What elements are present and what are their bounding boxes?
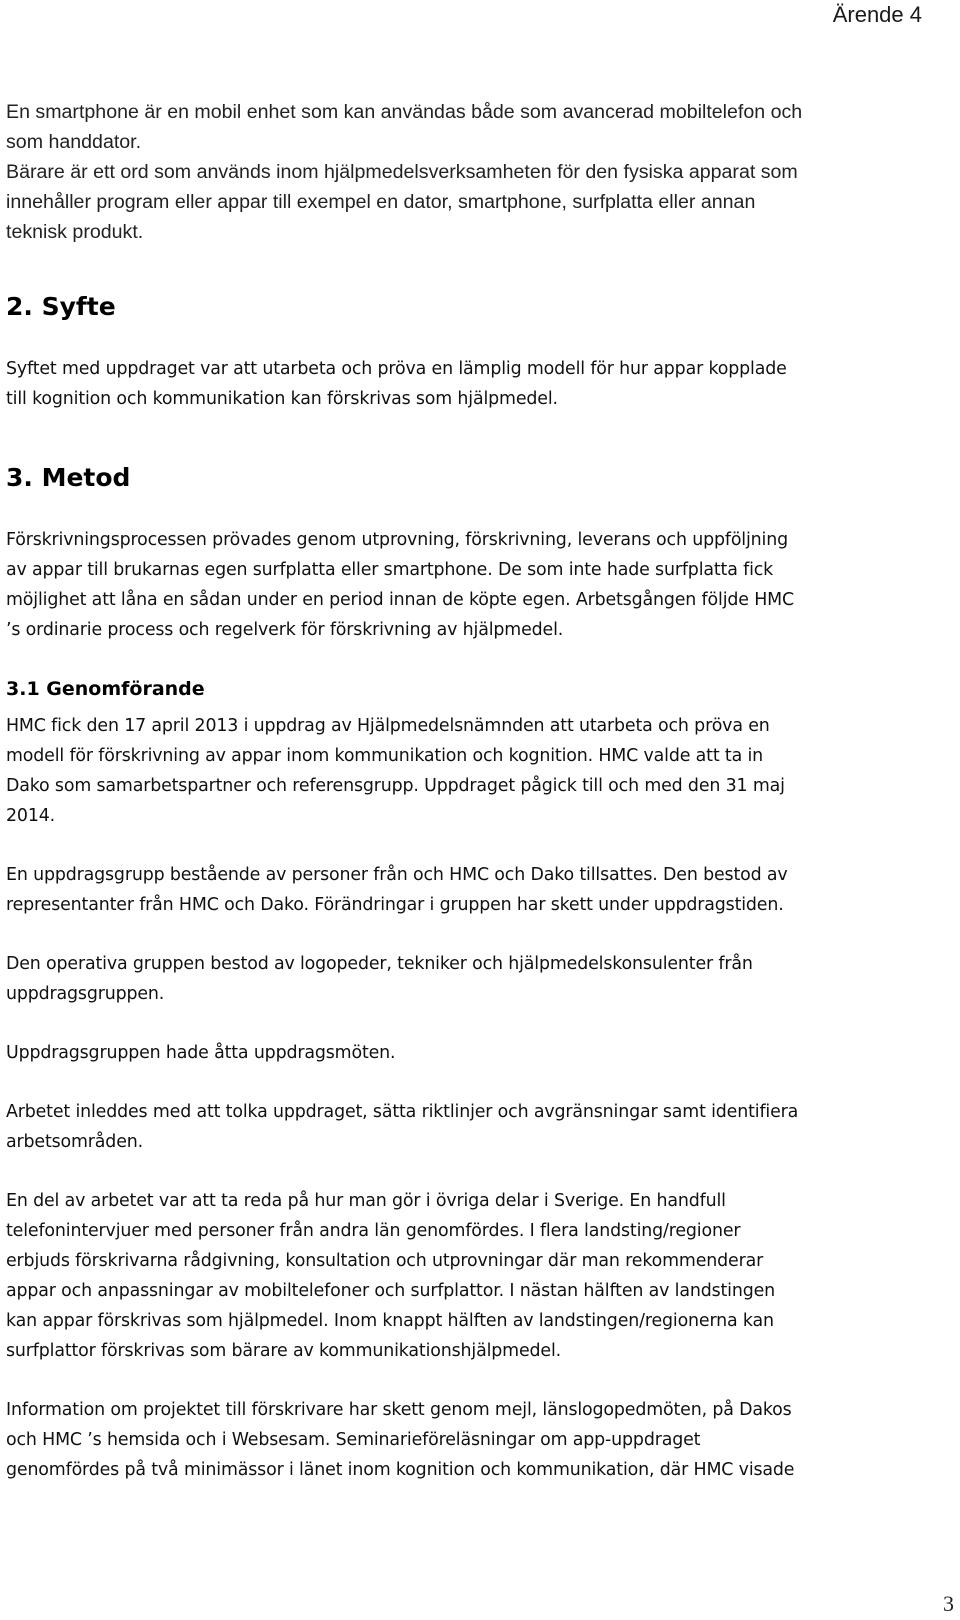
text-line: 2014. (6, 806, 56, 826)
paragraph (6, 1097, 952, 1157)
paragraph (6, 1186, 952, 1366)
document-body (6, 97, 952, 1485)
subsection-heading-genomforande: 3.1 Genomförande (6, 678, 205, 700)
text-line: Den operativa gruppen bestod av logopeder, tekniker och hjälpmedelskonsulenter från (6, 954, 753, 974)
paragraph (6, 860, 952, 920)
text-line: innehåller program eller appar till exempel en dator, smartphone, surfplatta eller annan (6, 191, 756, 213)
page-header-title: Ärende 4 (832, 2, 922, 27)
text-line: Arbetet inleddes med att tolka uppdraget, sätta riktlinjer och avgränsningar samt identifiera (6, 1102, 799, 1122)
section-heading-metod: 3. Metod (6, 463, 131, 492)
text-line: telefonintervjuer med personer från andra län genomfördes. I flera landsting/regioner (6, 1221, 741, 1241)
page-number: 3 (943, 1591, 954, 1616)
intro-paragraph-smartphone (6, 97, 952, 157)
paragraph (6, 1038, 952, 1068)
text-line: ’s ordinarie process och regelverk för förskrivning av hjälpmedel. (6, 620, 564, 640)
text-line: Förskrivningsprocessen prövades genom utprovning, förskrivning, leverans och uppföljning (6, 530, 788, 550)
text-line: arbetsområden. (6, 1132, 143, 1152)
text-line: Syftet med uppdraget var att utarbeta och pröva en lämplig modell för hur appar kopplade (6, 359, 787, 379)
section-heading-syfte: 2. Syfte (6, 292, 116, 321)
text-line: Bärare är ett ord som används inom hjälpmedelsverksamheten för den fysiska apparat som (6, 161, 798, 183)
text-line: till kognition och kommunikation kan förskrivas som hjälpmedel. (6, 389, 558, 409)
text-line: surfplattor förskrivas som bärare av kommunikationshjälpmedel. (6, 1341, 562, 1361)
text-line: som handdator. (6, 131, 142, 153)
paragraph-syfte (6, 354, 952, 414)
text-line: teknisk produkt. (6, 221, 144, 243)
text-line: uppdragsgruppen. (6, 984, 165, 1004)
text-line: representanter från HMC och Dako. Förändringar i gruppen har skett under uppdragstiden. (6, 895, 784, 915)
text-line: En smartphone är en mobil enhet som kan användas både som avancerad mobiltelefon och (6, 101, 803, 123)
text-line: av appar till brukarnas egen surfplatta eller smartphone. De som inte hade surfplatta fick (6, 560, 774, 580)
text-line: Uppdragsgruppen hade åtta uppdragsmöten. (6, 1043, 396, 1063)
paragraph-metod (6, 525, 952, 645)
text-line: Dako som samarbetspartner och referensgrupp. Uppdraget pågick till och med den 31 maj (6, 776, 785, 796)
text-line: möjlighet att låna en sådan under en period innan de köpte egen. Arbetsgången följde HMC (6, 590, 794, 610)
paragraph (6, 711, 952, 831)
text-line: En del av arbetet var att ta reda på hur man gör i övriga delar i Sverige. En handfull (6, 1191, 726, 1211)
text-line: erbjuds förskrivarna rådgivning, konsultation och utprovningar där man rekommenderar (6, 1251, 764, 1271)
text-line: HMC fick den 17 april 2013 i uppdrag av Hjälpmedelsnämnden att utarbeta och pröva en (6, 716, 770, 736)
paragraph (6, 949, 952, 1009)
paragraph (6, 1395, 952, 1485)
text-line: Information om projektet till förskrivare har skett genom mejl, länslogopedmöten, på Dakos (6, 1400, 792, 1420)
text-line: och HMC ’s hemsida och i Websesam. Seminarieföreläsningar om app-uppdraget (6, 1430, 701, 1450)
text-line: appar och anpassningar av mobiltelefoner och surfplattor. I nästan hälften av landstingen (6, 1281, 776, 1301)
text-line: En uppdragsgrupp bestående av personer från och HMC och Dako tillsattes. Den bestod av (6, 865, 788, 885)
text-line: genomfördes på två minimässor i länet inom kognition och kommunikation, där HMC visade (6, 1460, 795, 1480)
intro-paragraph-barare (6, 157, 952, 247)
text-line: modell för förskrivning av appar inom kommunikation och kognition. HMC valde att ta in (6, 746, 764, 766)
text-line: kan appar förskrivas som hjälpmedel. Inom knappt hälften av landstingen/regionerna kan (6, 1311, 774, 1331)
